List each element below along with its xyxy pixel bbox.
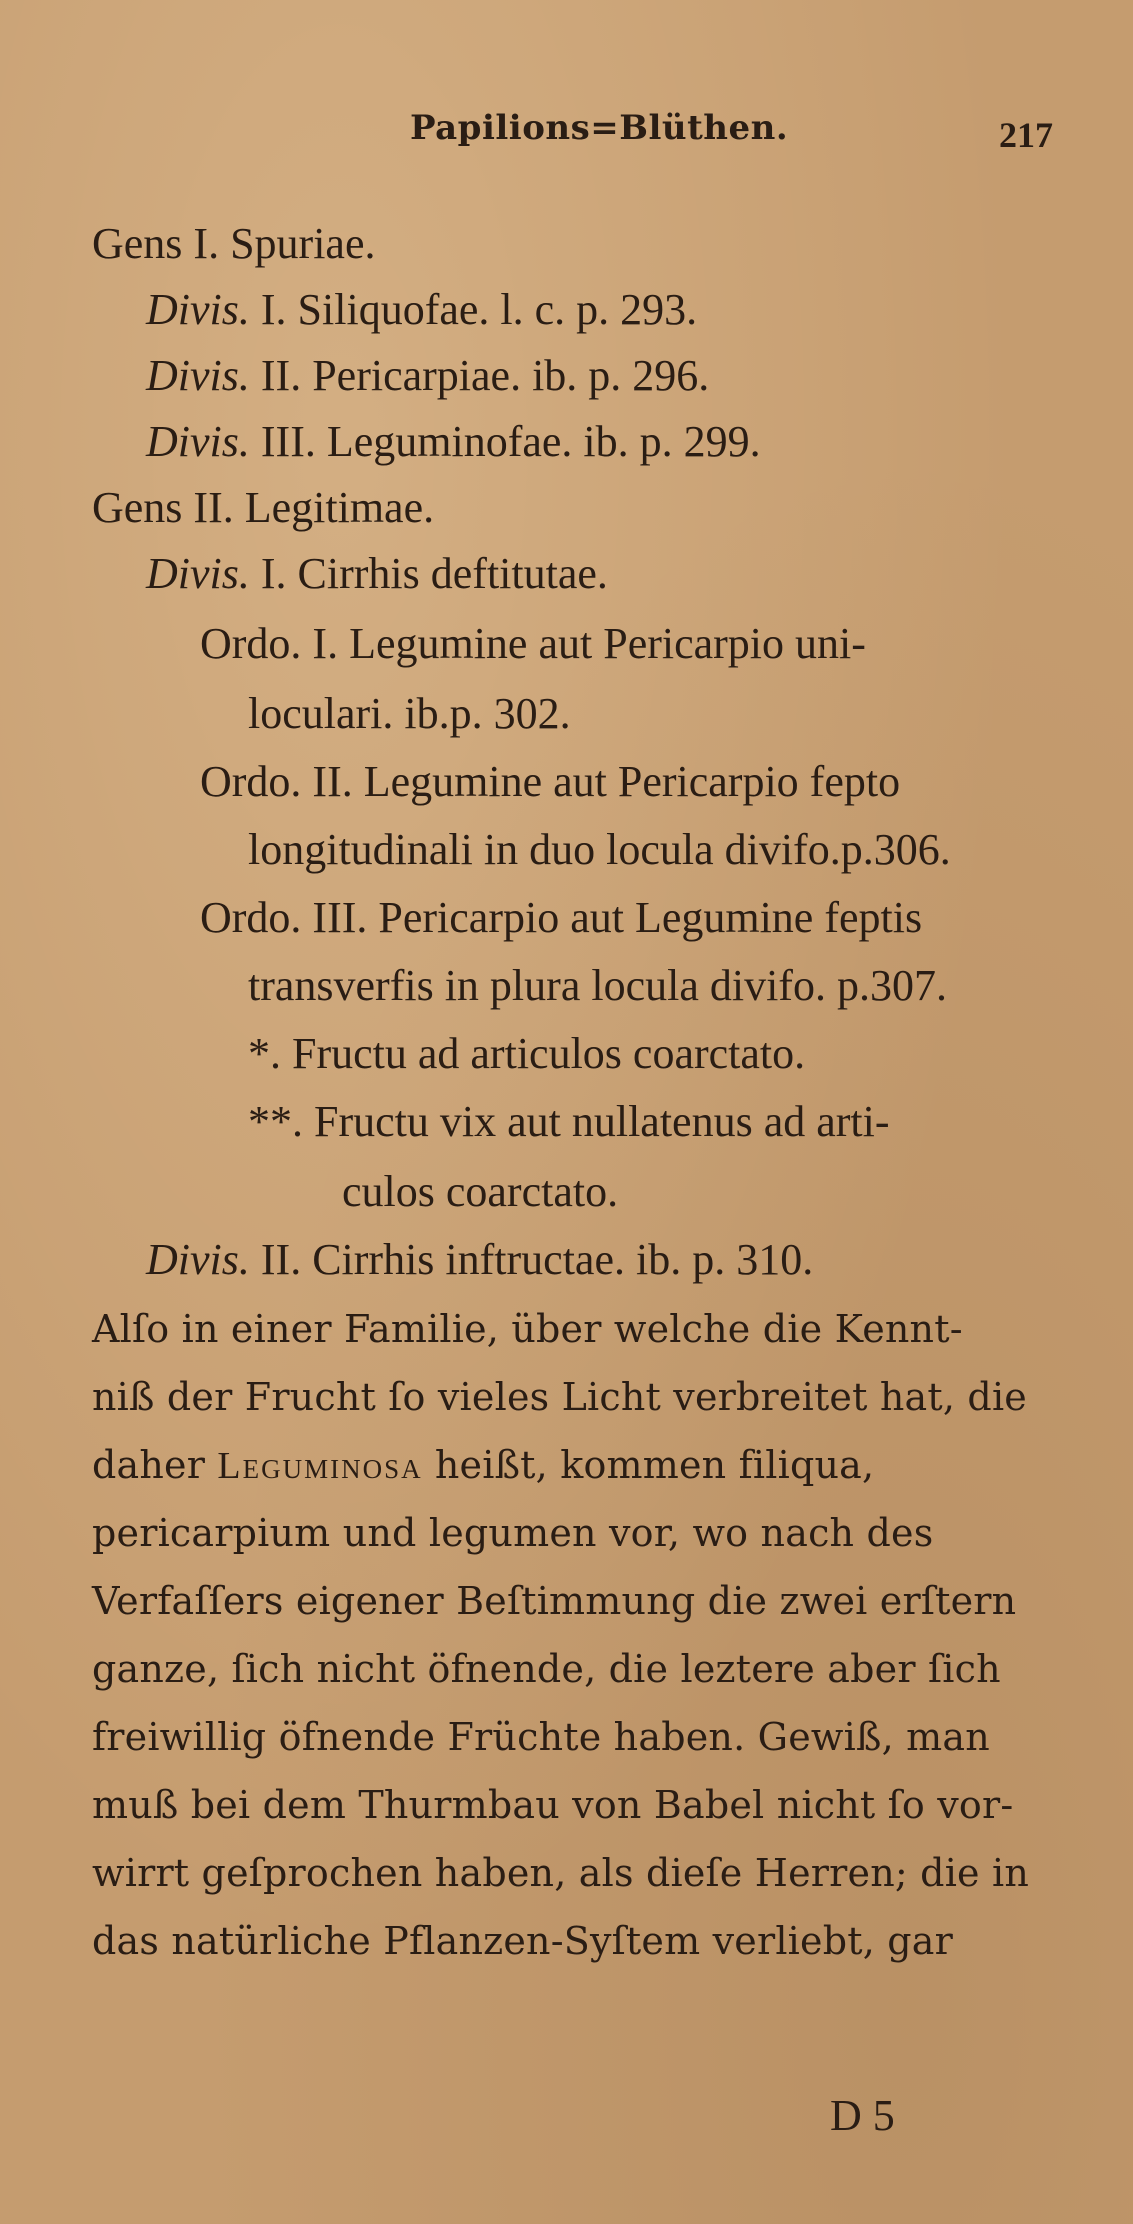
text-line-20: [92, 1511, 934, 1555]
line-text: II. Pericarpiae. ib. p. 296.: [249, 351, 710, 400]
line-text: Ordo. III. Pericarpio aut Legumine feptis: [200, 893, 923, 942]
text-line-13: [248, 1029, 806, 1078]
line-text: I. Cirrhis deftitutae.: [249, 549, 608, 598]
catchword: D 5: [830, 2091, 895, 2140]
text-line-14: [248, 1097, 890, 1146]
text-line-9: [200, 757, 901, 806]
text-line-5: [92, 483, 435, 532]
line-text: daher: [92, 1443, 218, 1487]
text-line-11: [200, 893, 923, 942]
line-text: freiwillig öfnende Früchte haben. Gewiß, man: [92, 1715, 990, 1759]
line-text: heißt, kommen filiqua,: [422, 1443, 875, 1487]
page-number: 217: [999, 115, 1053, 155]
text-line-6: [146, 549, 608, 598]
text-line-24: [92, 1783, 1014, 1827]
text-line-16: [146, 1235, 814, 1284]
line-text: das natürliche Pflanzen-Syſtem verliebt, gar: [92, 1919, 954, 1963]
line-text: niß der Frucht ſo vieles Licht verbreitet hat, die: [92, 1375, 1027, 1419]
line-text: II. Cirrhis inftructae. ib. p. 310.: [249, 1235, 814, 1284]
divis-label: Divis.: [146, 1235, 250, 1284]
line-text: wirrt geſprochen haben, als dieſe Herren; die in: [92, 1851, 1030, 1895]
text-line-3: [146, 351, 710, 400]
text-line-18: [92, 1375, 1027, 1419]
text-line-8: [248, 689, 571, 738]
text-line-21: [92, 1579, 1017, 1623]
line-text: Alſo in einer Familie, über welche die Kennt-: [92, 1307, 963, 1351]
line-text: ganze, ſich nicht öfnende, die leztere aber ſich: [92, 1647, 1001, 1691]
divis-label: Divis.: [146, 417, 250, 466]
line-text: Verfaſſers eigener Beſtimmung die zwei erſtern: [92, 1579, 1017, 1623]
leguminosa-term: Leguminosa: [217, 1445, 423, 1487]
divis-label: Divis.: [146, 549, 250, 598]
divis-label: Divis.: [146, 285, 250, 334]
line-text: pericarpium und legumen vor, wo nach des: [92, 1511, 934, 1555]
page-header: [0, 108, 1133, 158]
line-text: loculari. ib.p. 302.: [248, 689, 571, 738]
line-text: III. Leguminofae. ib. p. 299.: [249, 417, 761, 466]
line-text: culos coarctato.: [342, 1167, 619, 1216]
text-line-25: [92, 1851, 1030, 1895]
line-text: I. Siliquofae. l. c. p. 293.: [249, 285, 698, 334]
text-line-4: [146, 417, 761, 466]
text-line-12: [248, 961, 947, 1010]
line-text: muß bei dem Thurmbau von Babel nicht ſo vor-: [92, 1783, 1014, 1827]
line-text: Gens II. Legitimae.: [92, 483, 435, 532]
text-line-7: [200, 619, 866, 668]
text-line-22: [92, 1647, 1001, 1691]
text-line-1: [92, 219, 376, 268]
text-line-19: [92, 1443, 875, 1487]
text-line-2: [146, 285, 698, 334]
line-text: **. Fructu vix aut nullatenus ad arti-: [248, 1097, 890, 1146]
text-line-23: [92, 1715, 990, 1759]
line-text: *. Fructu ad articulos coarctato.: [248, 1029, 806, 1078]
line-text: Ordo. I. Legumine aut Pericarpio uni-: [200, 619, 866, 668]
divis-label: Divis.: [146, 351, 250, 400]
line-text: Ordo. II. Legumine aut Pericarpio fepto: [200, 757, 901, 806]
line-text: transverfis in plura locula divifo. p.307.: [248, 961, 947, 1010]
text-line-26: [92, 1919, 954, 1963]
text-line-10: [248, 825, 951, 874]
text-line-15: [342, 1167, 619, 1216]
text-line-17: [92, 1307, 963, 1351]
running-head: Papilions=Blüthen.: [410, 108, 789, 148]
line-text: longitudinali in duo locula divifo.p.306.: [248, 825, 951, 874]
line-text: Gens I. Spuriae.: [92, 219, 376, 268]
